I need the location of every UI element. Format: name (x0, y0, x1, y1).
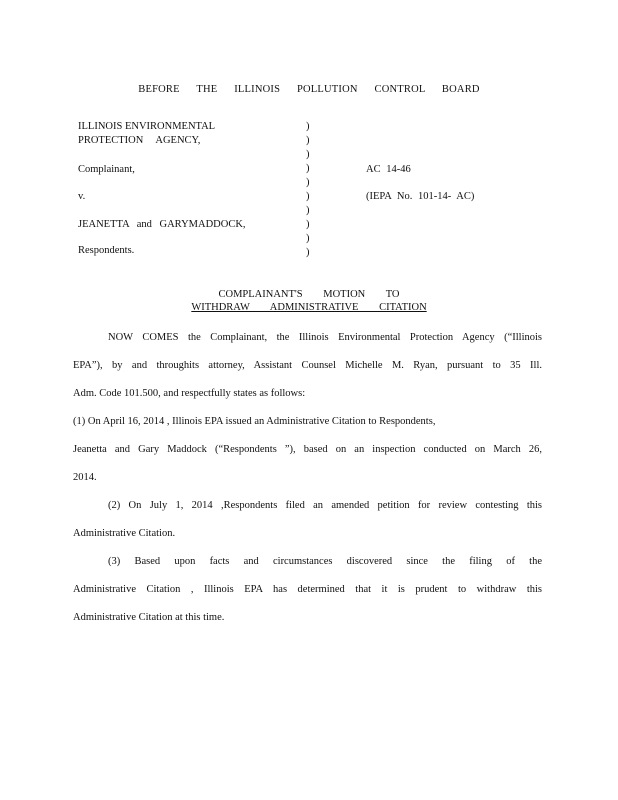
motion-title-line1: COMPLAINANT'S MOTION TO (218, 289, 400, 300)
caption-paren: ) (306, 247, 310, 258)
paragraph-3-line-1: (3) Based upon facts and circumstances discovered since the filing of the (108, 556, 542, 567)
intro-line-3: Adm. Code 101.500, and respectfully states as follows: (73, 388, 306, 399)
iepa-number: (IEPA No. 101-14- AC) (366, 191, 475, 202)
board-title: BEFORE THE ILLINOIS POLLUTION CONTROL BOARD (138, 84, 480, 95)
respondent-names: JEANETTA and GARYMADDOCK, (78, 219, 246, 230)
paragraph-3-line-3: Administrative Citation at this time. (73, 612, 225, 623)
caption-paren: ) (306, 149, 310, 160)
versus: v. (78, 191, 86, 202)
respondent-role: Respondents. (78, 245, 135, 256)
caption-paren: ) (306, 135, 310, 146)
caption-paren: ) (306, 163, 310, 174)
complainant-name-line1: ILLINOIS ENVIRONMENTAL (78, 121, 216, 132)
intro-line-2: EPA”), by and throughits attorney, Assistant Counsel Michelle M. Ryan, pursuant to 35 Ill. (73, 360, 542, 371)
paragraph-1-line-3: 2014. (73, 472, 97, 483)
intro-line-1: NOW COMES the Complainant, the Illinois Environmental Protection Agency (“Illinois (108, 332, 542, 343)
paragraph-3-line-2: Administrative Citation , Illinois EPA has determined that it is prudent to withdraw this (73, 584, 542, 595)
paragraph-1-line-2: Jeanetta and Gary Maddock (“Respondents ”), based on an inspection conducted on March 26, (73, 444, 542, 455)
paragraph-2-line-1: (2) On July 1, 2014 ,Respondents filed an amended petition for review contesting this (108, 500, 542, 511)
case-number: AC 14-46 (366, 164, 411, 175)
paragraph-2-line-2: Administrative Citation. (73, 528, 176, 539)
motion-body (73, 324, 542, 632)
paragraph-1-line-1: (1) On April 16, 2014 , Illinois EPA issued an Administrative Citation to Respondents, (73, 416, 436, 427)
caption-paren: ) (306, 205, 310, 216)
caption-paren: ) (306, 219, 310, 230)
caption-paren: ) (306, 191, 310, 202)
caption-paren: ) (306, 233, 310, 244)
caption-paren: ) (306, 177, 310, 188)
caption-paren: ) (306, 121, 310, 132)
complainant-role: Complainant, (78, 164, 135, 175)
motion-title-line2: WITHDRAW ADMINISTRATIVE CITATION (191, 302, 427, 313)
complainant-name-line2: PROTECTION AGENCY, (78, 135, 201, 146)
